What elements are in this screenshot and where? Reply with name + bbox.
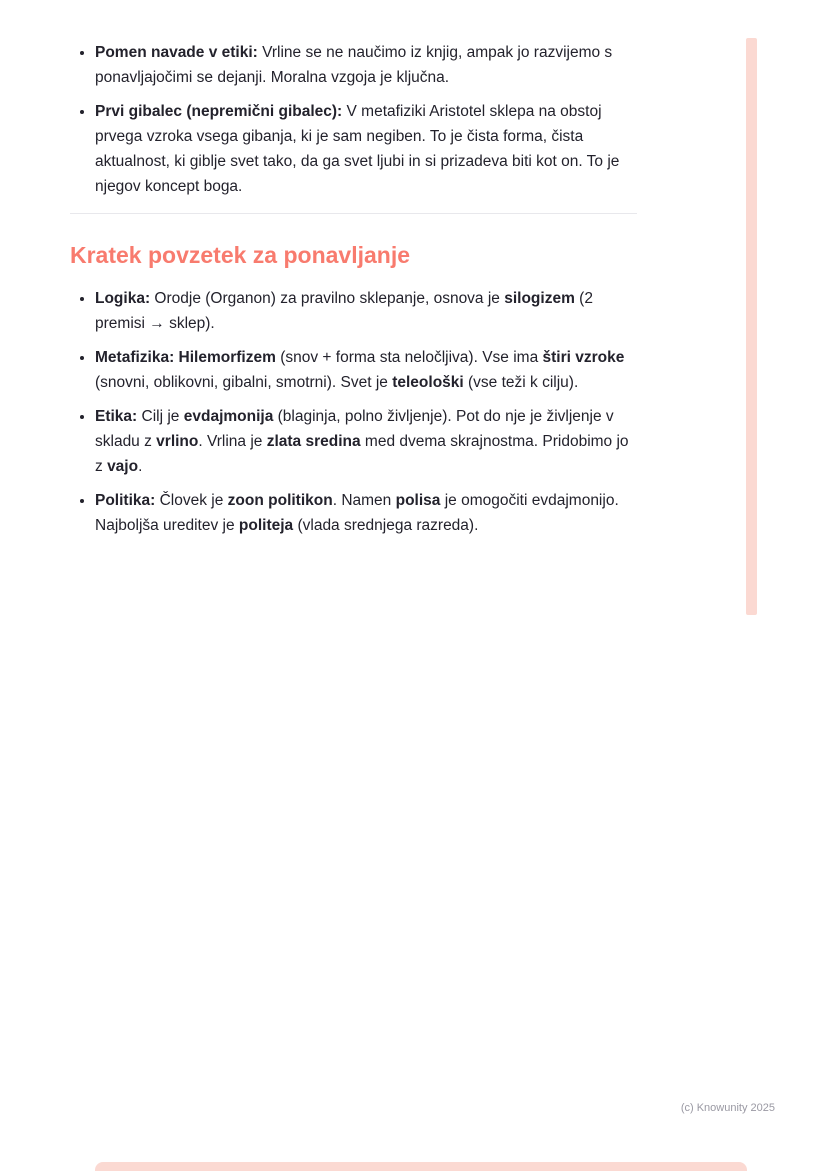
bold-text-segment: zlata sredina (266, 433, 361, 450)
aristotle-notes-list (70, 40, 637, 199)
list-item (95, 404, 637, 479)
bold-text-segment: Etika: (95, 408, 138, 425)
text-segment: . (138, 458, 143, 475)
text-segment: (blaginja, polno življenje). Pot do nje je življenje v skladu z (95, 408, 614, 450)
text-segment: (snovni, oblikovni, gibalni, smotrni). Svet je (95, 374, 393, 391)
bold-text-segment: silogizem (504, 290, 575, 307)
text-segment: Vrline se ne naučimo iz knjig, ampak jo razvijemo s ponavljajočimi se dejanji. Moralna vzgoja je ključna. (95, 44, 613, 86)
bold-text-segment: polisa (395, 492, 441, 509)
list-item (95, 40, 637, 90)
bold-text-segment: teleološki (392, 374, 464, 391)
text-segment: Človek je (155, 492, 228, 509)
text-segment: V metafiziki Aristotel sklepa na obstoj prvega vzroka vsega gibanja, ki je sam negiben. To je čista forma, čista aktualnost, ki giblje svet tako, da ga svet ljubi in si prizadeva biti kot on. To je njegov koncept boga. (95, 103, 620, 195)
section-divider (70, 213, 637, 214)
copyright-text: (c) Knowunity 2025 (680, 1102, 775, 1114)
page-content (70, 40, 637, 547)
bold-text-segment: zoon politikon (227, 492, 333, 509)
list-item (95, 488, 637, 538)
bold-text-segment: Metafizika: Hilemorfizem (95, 349, 276, 366)
text-segment: je omogočiti evdajmonijo. Najboljša ureditev je (95, 492, 619, 534)
bold-text-segment: Prvi gibalec (nepremični gibalec): (95, 103, 343, 120)
bold-text-segment: štiri vzroke (542, 349, 625, 366)
bold-text-segment: vrlino (156, 433, 199, 450)
bold-text-segment: Pomen navade v etiki: (95, 44, 258, 61)
text-segment: Cilj je (137, 408, 184, 425)
summary-section-heading: Kratek povzetek za ponavljanje (70, 242, 411, 268)
bottom-accent-bar (95, 1162, 747, 1171)
text-segment: . Namen (332, 492, 396, 509)
text-segment: (snov + forma sta neločljiva). Vse ima (275, 349, 543, 366)
list-item (95, 345, 637, 395)
list-item (95, 286, 637, 336)
summary-list (70, 286, 637, 538)
bold-text-segment: evdajmonija (183, 408, 274, 425)
bold-text-segment: Politika: (95, 492, 156, 509)
text-segment: (vse teži k cilju). (463, 374, 579, 391)
text-segment: med dvema skrajnostma. Pridobimo jo z (95, 433, 629, 475)
right-edge-accent-bar (746, 38, 757, 615)
text-segment: (vlada srednjega razreda). (293, 517, 479, 534)
bold-text-segment: politeja (238, 517, 294, 534)
text-segment: (2 premisi → sklep). (95, 290, 593, 332)
text-segment: Orodje (Organon) za pravilno sklepanje, osnova je (150, 290, 505, 307)
text-segment: . Vrlina je (198, 433, 267, 450)
bold-text-segment: Logika: (95, 290, 151, 307)
list-item (95, 99, 637, 199)
bold-text-segment: vajo (107, 458, 139, 475)
